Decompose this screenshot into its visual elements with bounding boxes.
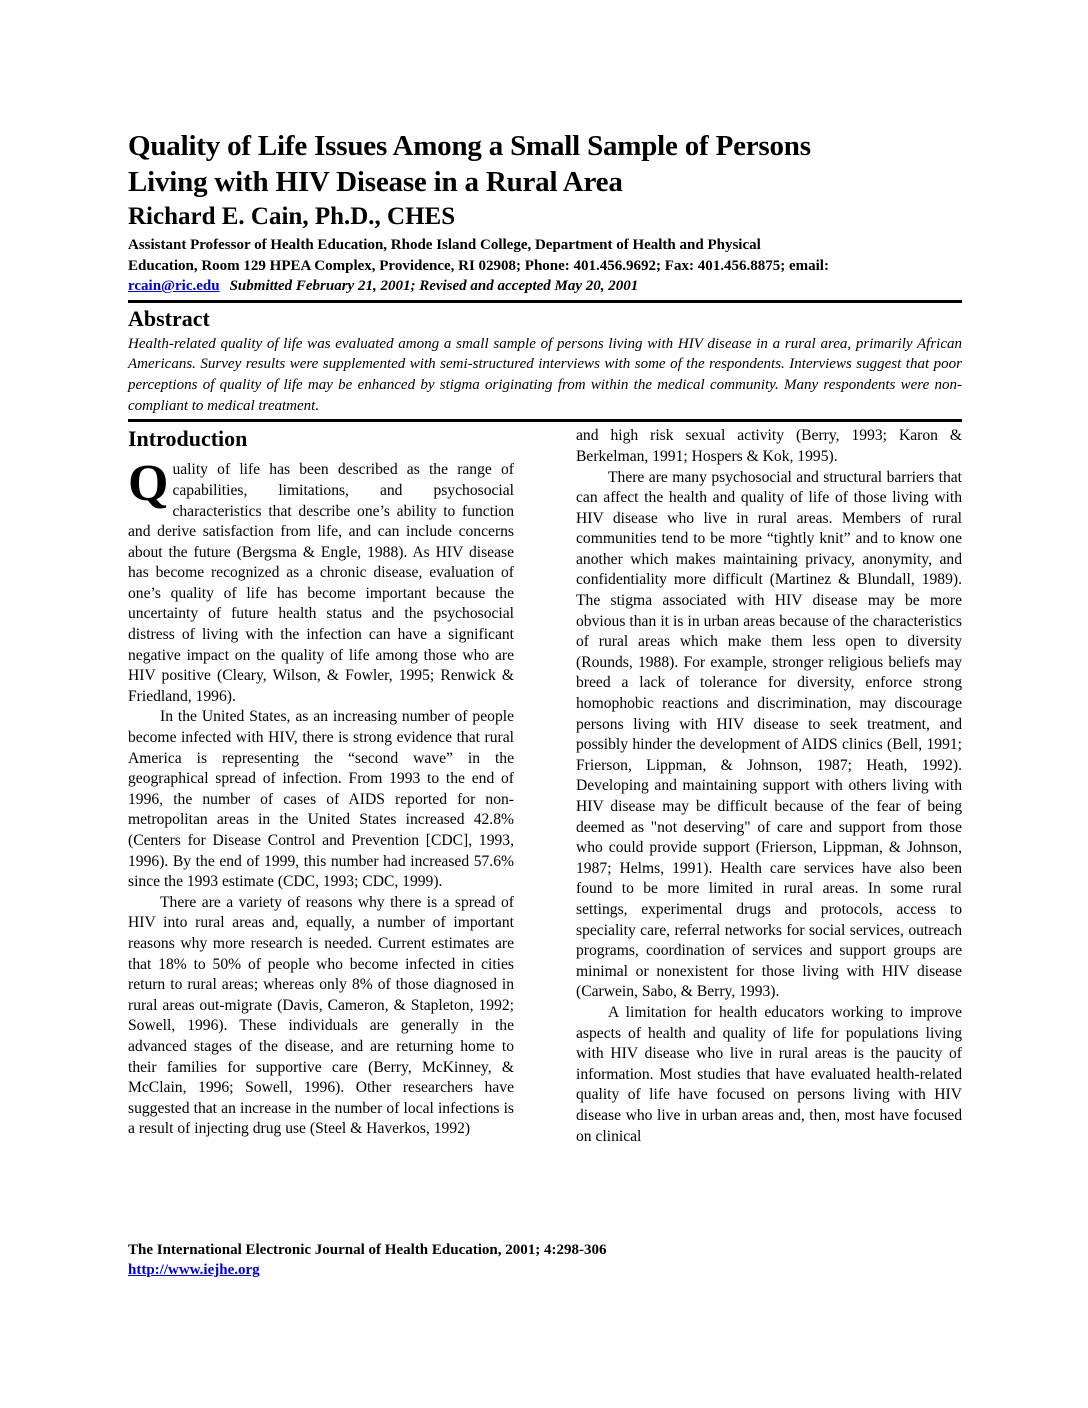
body-columns [128, 426, 962, 1147]
author-name: Richard E. Cain, Ph.D., CHES [128, 203, 456, 230]
page-footer [128, 1240, 606, 1280]
intro-paragraph-4: There are many psychosocial and structural barriers that can affect the health and quality of life of those living with HIV disease who live in rural areas. Members of rural communities tend to be more “tightly knit” and to know one another which makes maintaining privacy, anonymity, and confidentiality more difficult (Martinez & Blundall, 1989). The stigma associated with HIV disease may be more obvious than it is in urban areas because of the characteristics of rural areas which make them less open to diversity (Rounds, 1988). For example, stronger religious beliefs may breed a lack of tolerance for diversity, enforce strong homophobic reactions and discrimination, may discourage persons living with HIV disease to seek treatment, and possibly hinder the development of AIDS clinics (Bell, 1991; Frierson, Lippman, & Johnson, 1987; Heath, 1992). Developing and maintaining support with others living with HIV disease may be difficult because of the fear of being deemed as "not deserving" of care and support from those who could provide support (Frierson, Lippman, & Johnson, 1987; Helms, 1991). Health care services have also been found to be more limited in rural areas. In some rural settings, experimental drugs and protocols, access to speciality care, referral networks for social services, outreach programs, coordination of services and support groups are minimal or nonexistent for those living with HIV disease (Carwein, Sabo, & Berry, 1993). [576, 468, 962, 1001]
abstract-divider [128, 419, 962, 422]
title-line-1: Quality of Life Issues Among a Small Sample of Persons [128, 130, 811, 162]
journal-citation: The International Electronic Journal of Health Education, 2001; 4:298-306 [128, 1242, 607, 1258]
left-column [128, 426, 514, 1147]
intro-paragraph-5: A limitation for health educators working to improve aspects of health and quality of life for populations living with HIV disease who live in rural areas is the paucity of information. Most studies that have evaluated health-related quality of life have focused on persons living with HIV disease who live in urban areas and, then, most have focused on clinical [576, 1003, 962, 1145]
intro-paragraph-1 [128, 455, 514, 707]
author-affiliation [128, 235, 962, 297]
introduction-heading: Introduction [128, 426, 248, 452]
intro-paragraph-1-text: uality of life has been described as the range of capabilities, limitations, and psychosocial characteristics that describe one’s ability to function and derive satisfaction from life, and can include concerns about the future (Bergsma & Engle, 1988). As HIV disease has become recognized as a chronic disease, evaluation of one’s quality of life has become important because the uncertainty of future health status and the psychosocial distress of living with the infection can have a significant negative impact on the quality of life among those who are HIV positive (Cleary, Wilson, & Fowler, 1995; Renwick & Friedland, 1996). [128, 461, 514, 705]
paper-title [128, 128, 962, 200]
title-line-2: Living with HIV Disease in a Rural Area [128, 166, 623, 198]
intro-paragraph-3: There are a variety of reasons why there is a spread of HIV into rural areas and, equally, a number of important reasons why more research is needed. Current estimates are that 18% to 50% of people who become infected in cities return to rural areas; whereas only 8% of those diagnosed in rural areas out-migrate (Davis, Cameron, & Stapleton, 1992; Sowell, 1996). These individuals are generally in the advanced stages of the disease, and are returning home to their families for supportive care (Berry, McKinney, & McClain, 1996; Sowell, 1996). Other researchers have suggested that an increase in the number of local infections is a result of injecting drug use (Steel & Haverkos, 1992) [128, 893, 514, 1138]
intro-paragraph-3-continued: and high risk sexual activity (Berry, 1993; Karon & Berkelman, 1991; Hospers & Kok, 1995). [576, 427, 962, 465]
paper-page [128, 128, 962, 1348]
abstract-body: Health-related quality of life was evaluated among a small sample of persons living with HIV disease in a rural area, primarily African Americans. Survey results were supplemented with semi-structured interviews with some of the respondents. Interviews suggest that poor perceptions of quality of life may be enhanced by stigma originating from within the medical community. Many respondents were non-compliant to medical treatment. [128, 335, 962, 414]
intro-paragraph-2: In the United States, as an increasing number of people become infected with HIV, there is strong evidence that rural America is representing the “second wave” in the geographical spread of infection. From 1993 to the end of 1996, the number of cases of AIDS reported for non-metropolitan areas in the United States increased 42.8% (Centers for Disease Control and Prevention [CDC], 1993, 1996). By the end of 1999, this number had increased 57.6% since the 1993 estimate (CDC, 1993; CDC, 1999). [128, 708, 514, 891]
abstract-heading: Abstract [128, 305, 210, 331]
drop-cap: Q [128, 455, 169, 513]
right-column [576, 426, 962, 1147]
affiliation-line-2: Education, Room 129 HPEA Complex, Providence, RI 02908; Phone: 401.456.9692; Fax: 401.456.8875; email: [128, 257, 829, 274]
submission-dates: Submitted February 21, 2001; Revised and accepted May 20, 2001 [229, 278, 639, 294]
journal-url-link[interactable]: http://www.iejhe.org [128, 1262, 260, 1278]
header-divider [128, 300, 962, 303]
affiliation-line-1: Assistant Professor of Health Education, Rhode Island College, Department of Health and Physical [128, 237, 761, 253]
author-email-link[interactable]: rcain@ric.edu [128, 278, 220, 294]
